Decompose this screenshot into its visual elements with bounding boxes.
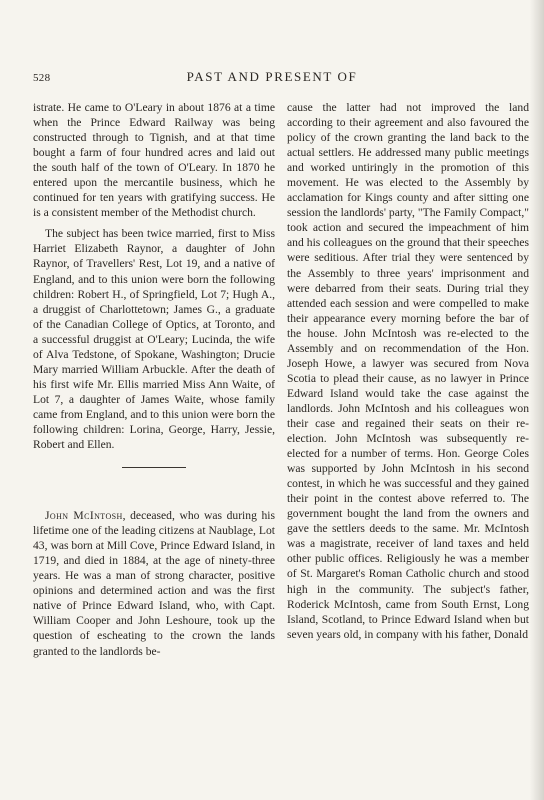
paragraph-right: cause the latter had not improved the land according to their agreement and also favoured the policy of the crown granting the land back to the actual settlers. He addressed many public meetings and worked untiringly in the promotion of this movement. He was elected to the Assembly by acclamation for Kings county and after sitting one session the landlords' party, "The Family Compact," took action and secured the impeachment of him and his colleagues on the ground that their speeches were seditious. After trial they were sentenced by the Assembly to three years' imprisonment and were debarred from their seats. During trial they attended each session and were compelled to make their appearance every morning before the bar of the house. John McIntosh was re-elected to the Assembly and on recommendation of the Hon. Joseph Howe, a lawyer was secured from Nova Scotia to plead their cause, as no lawyer in Prince Edward Island would take the case against the landlords. John McIntosh and his colleagues won their case and regained their seats on their re-election. John McIntosh was subsequently re-elected for a number of terms. Hon. George Coles was supported by John McIntosh in his second contest, in which he was successful and they gained their point in the contest above referred to. The government bought the land from the owners and gave the settlers deeds to the same. Mr. McIntosh was a magistrate, receiver of land taxes and held other public offices. Religiously he was a member of St. Margaret's Roman Catholic church and stood high in the community. The subject's father, Roderick McIntosh, came from South Ernst, Long Island, Scotland, to Prince Edward Island when but seven years old, in company with his father, Donald <box>287 101 529 641</box>
biography-name: John McIntosh <box>45 509 123 523</box>
right-column <box>287 100 529 642</box>
paragraph-continuation: istrate. He came to O'Leary in about 1876 at a time when the Prince Edward Railway was being constructed through to Tignish, and at that time bought a farm of four hundred acres and laid out the south half of the town of O'Leary. In 1870 he entered upon the mercantile business, which he continued for ten years with gratifying success. He is a consistent member of the Methodist church. <box>33 101 275 220</box>
left-column <box>33 100 275 659</box>
running-head: PAST AND PRESENT OF <box>186 69 358 84</box>
paragraph-marriages: The subject has been twice married, first to Miss Harriet Elizabeth Raynor, a daughter of John Raynor, of Travellers' Rest, Lot 19, and a native of England, and to this union were born the following children: Robert H., of Springfield, Lot 7; Hugh A., a druggist of Charlottetown; James G., a graduate of the Canadian College of Optics, at Toronto, and a successful druggist at O'Leary; Lucinda, the wife of Alva Tedstone, of Spokane, Washington; Drucie Mary married William Arbuckle. After the death of his first wife Mr. Ellis married Miss Ann Waite, of Lot 7, a daughter of James Waite, whose family came from England, and to this union were born the following children: Lorina, George, Harry, Jessie, Robert and Ellen. <box>33 227 275 452</box>
biography-text: , deceased, who was during his lifetime one of the leading citizens at Naublage, Lot 43, was born at Mill Cove, Prince Edward Island, in 1719, and died in 1884, at the age of ninety-three years. He was a man of strong character, positive opinions and determined action and was the first native of Prince Edward Island, who, with Capt. William Cooper and John Leshoure, took up the question of escheating to the crown the lands granted to the landlords be- <box>33 509 275 658</box>
biography-paragraph <box>33 508 275 658</box>
page-number: 528 <box>33 72 51 84</box>
page-edge-shadow <box>530 0 544 800</box>
biography-entry <box>33 508 275 658</box>
section-divider <box>122 467 186 468</box>
